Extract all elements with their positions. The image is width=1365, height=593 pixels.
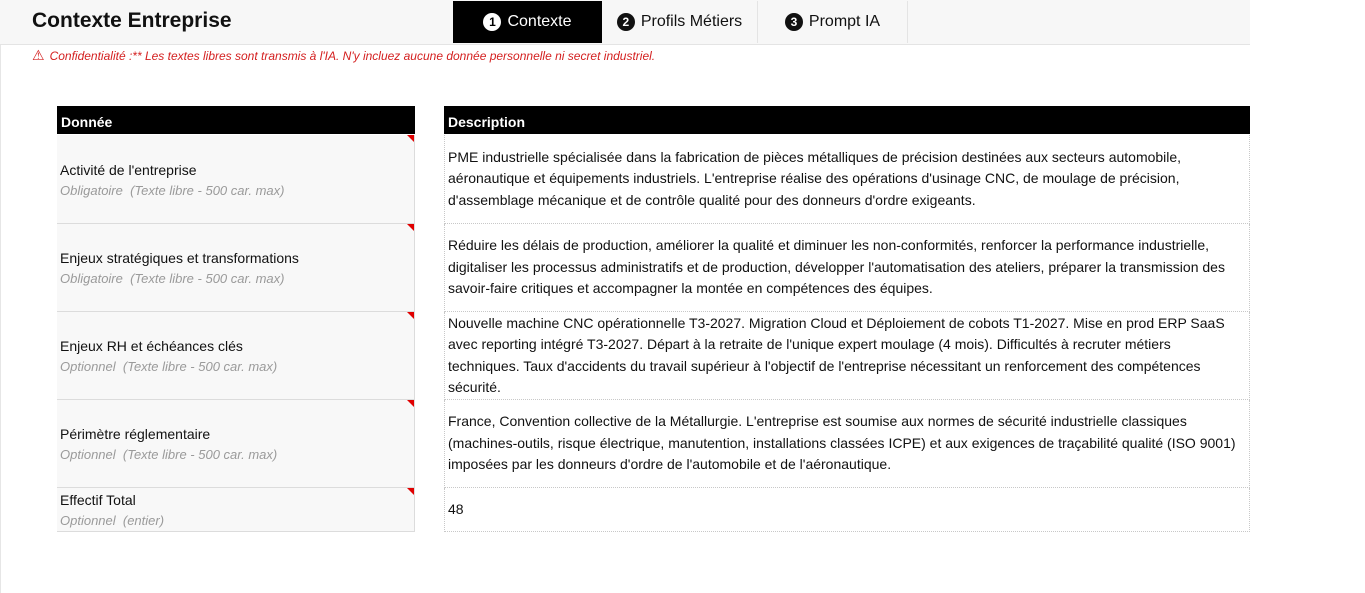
row-label-effectif-total (57, 488, 415, 532)
comment-marker-icon (407, 312, 414, 319)
tab-number-badge: 3 (785, 13, 803, 31)
warning-triangle-icon: ⚠ (32, 47, 45, 63)
field-value-text: PME industrielle spécialisée dans la fabrication de pièces métalliques de précision destinées aux secteurs automobile, aéronautique et équipements industriels. L'entreprise réalise des opérations d'usinage CNC, de moulage de précision, d'assemblage mécanique et de contrôle qualité pour des donneurs d'ordre exigeants. (448, 148, 1182, 208)
tab-label: Profils Métiers (640, 13, 743, 30)
field-value-text: France, Convention collective de la Métallurgie. L'entreprise est soumise aux normes de sécurité industrielle classiques (machines-outils, risque électrique, manutention, installations classées ICPE) et aux exigences de traçabilité qualité (ISO 9001) imposées par les donneurs d'ordre de l'automobile et de l'aéronautique. (448, 413, 1236, 473)
field-hint: Optionnel (Texte libre - 500 car. max) (60, 359, 278, 374)
field-hint: Obligatoire (Texte libre - 500 car. max) (60, 183, 285, 198)
comment-marker-icon (407, 400, 414, 407)
page-title: Contexte Entreprise (32, 9, 232, 32)
field-label: Effectif Total (60, 492, 136, 508)
field-hint: Optionnel (entier) (60, 513, 165, 528)
field-label: Enjeux stratégiques et transformations (60, 250, 299, 266)
field-value-text: Nouvelle machine CNC opérationnelle T3-2027. Migration Cloud et Déploiement de cobots T1-2027. Mise en prod ERP SaaS avec reporting intégré T3-2027. Départ à la retraite de l'unique expert moulage (4 mois). Difficultés à recruter métiers techniques. Taux d'accidents du travail supérieur à l'objectif de l'entreprise nécessitant un renforcement des compétences sécurité. (448, 314, 1225, 395)
row-label-enjeux-rh (57, 312, 415, 400)
field-value-effectif-total[interactable] (444, 488, 1250, 532)
warning-text: Confidentialité :** Les textes libres sont transmis à l'IA. N'y incluez aucune donnée personnelle ni secret industriel. (49, 48, 656, 63)
field-value-text: 48 (448, 500, 464, 517)
field-value-perimetre-reglementaire[interactable] (444, 400, 1250, 488)
tab-number-badge: 2 (617, 13, 635, 31)
row-label-activite (57, 135, 415, 224)
field-hint: Optionnel (Texte libre - 500 car. max) (60, 447, 278, 462)
confidentiality-warning (32, 47, 655, 64)
tab-label: Prompt IA (808, 13, 881, 30)
row-label-enjeux-strategiques (57, 224, 415, 312)
tab-prompt-ia[interactable] (758, 1, 908, 43)
tab-label: Contexte (507, 13, 572, 30)
field-label: Périmètre réglementaire (60, 426, 211, 442)
field-label: Enjeux RH et échéances clés (60, 338, 243, 354)
comment-marker-icon (407, 488, 414, 495)
top-bar (0, 0, 1250, 45)
column-header-donnee: Donnée (57, 106, 415, 134)
field-label: Activité de l'entreprise (60, 162, 197, 178)
page-left-border (0, 0, 1, 593)
tab-contexte[interactable] (453, 1, 602, 43)
comment-marker-icon (407, 224, 414, 231)
field-hint: Obligatoire (Texte libre - 500 car. max) (60, 271, 285, 286)
field-value-activite[interactable] (444, 135, 1250, 224)
tab-number-badge: 1 (483, 13, 501, 31)
comment-marker-icon (407, 135, 414, 142)
tab-profils-metiers[interactable] (602, 1, 758, 43)
field-value-text: Réduire les délais de production, améliorer la qualité et diminuer les non-conformités, renforcer la performance industrielle, digitaliser les processus administratifs et de production, développer l'automatisation des ateliers, préparer la transmission des savoir-faire critiques et accompagner la montée en compétences des équipes. (448, 237, 1225, 297)
row-label-perimetre-reglementaire (57, 400, 415, 488)
column-header-description: Description (444, 106, 1250, 134)
field-value-enjeux-strategiques[interactable] (444, 224, 1250, 312)
field-value-enjeux-rh[interactable] (444, 312, 1250, 400)
